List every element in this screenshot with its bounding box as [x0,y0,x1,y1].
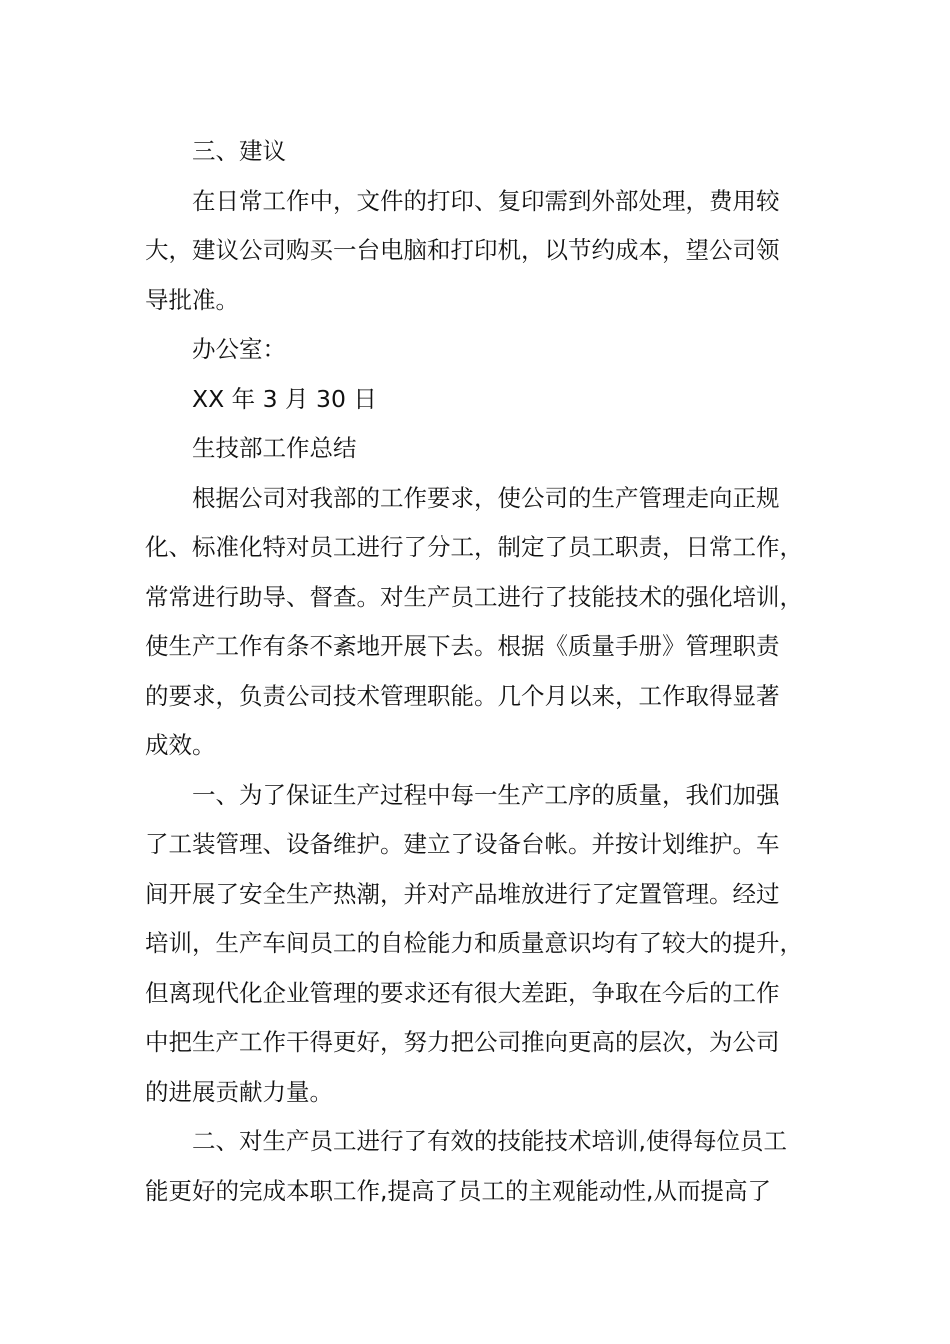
paragraph-line: 成效。 [145,731,216,759]
paragraph-line: 使生产工作有条不紊地开展下去。根据《质量手册》管理职责 [145,632,780,660]
paragraph-line: 导批准。 [145,285,239,314]
document-title: 生技部工作总结 [192,434,357,462]
paragraph-line: 间开展了安全生产热潮，并对产品堆放进行了定置管理。经过 [145,879,780,908]
paragraph-line: 在日常工作中，文件的打印、复印需到外部处理，费用较 [192,186,780,215]
paragraph-line: 一、为了保证生产过程中每一生产工序的质量，我们加强 [192,780,780,809]
paragraph-line: 大，建议公司购买一台电脑和打印机，以节约成本，望公司领 [145,236,780,264]
section-heading-suggestion: 三、建议 [192,137,286,165]
paragraph-line: 根据公司对我部的工作要求，使公司的生产管理走向正规 [192,483,780,512]
paragraph-line: 但离现代化企业管理的要求还有很大差距，争取在今后的工作 [145,978,780,1007]
paragraph-two [145,1117,810,1216]
paragraph-line: 常常进行助导、督查。对生产员工进行了技能技术的强化培训， [145,582,803,611]
signature-office: 办公室： [192,335,286,363]
paragraph-line: 培训，生产车间员工的自检能力和质量意识均有了较大的提升， [145,929,803,957]
document-date: XX 年 3 月 30 日 [192,384,377,413]
paragraph-line: 的要求，负责公司技术管理职能。几个月以来，工作取得显著 [145,681,780,710]
paragraph-line: 二、对生产员工进行了有效的技能技术培训,使得每位员工 [192,1127,787,1155]
paragraph-line: 了工装管理、设备维护。建立了设备台帐。并按计划维护。车 [145,830,780,858]
paragraph-intro [145,474,810,771]
paragraph-line: 中把生产工作干得更好，努力把公司推向更高的层次，为公司 [145,1028,780,1056]
paragraph-suggestion [145,177,810,326]
paragraph-line: 的进展贡献力量。 [145,1077,333,1106]
paragraph-one [145,771,810,1118]
paragraph-line: 化、标准化特对员工进行了分工，制定了员工职责，日常工作， [145,533,803,561]
paragraph-line: 能更好的完成本职工作,提高了员工的主观能动性,从而提高了 [145,1176,771,1205]
document-body [145,127,810,1216]
